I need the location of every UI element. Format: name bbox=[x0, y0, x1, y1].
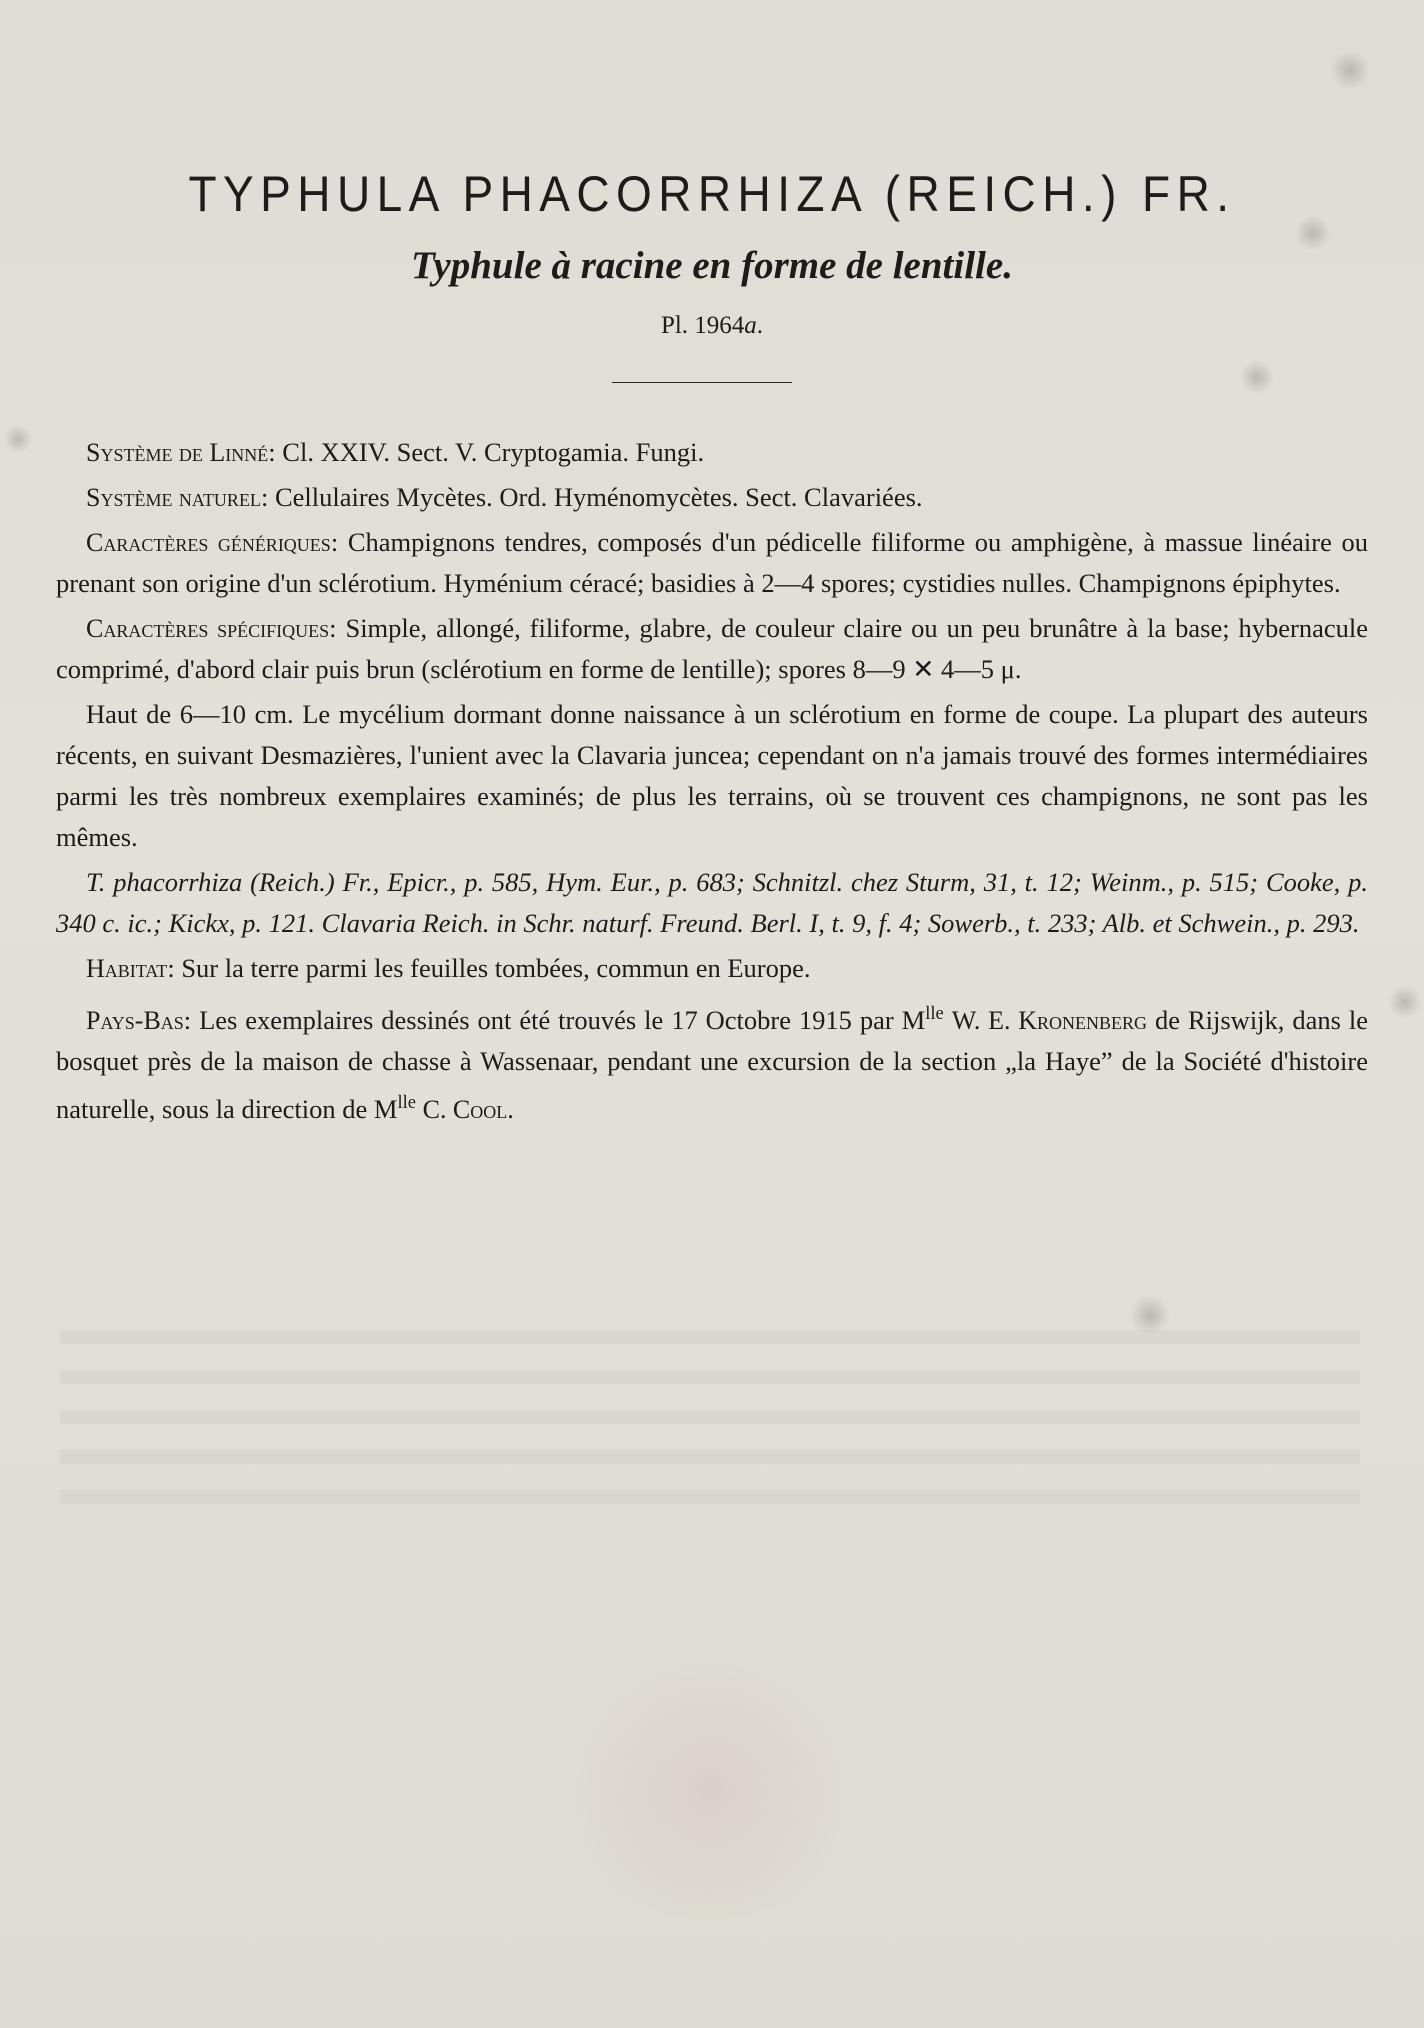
person-name: C. Cool bbox=[422, 1095, 508, 1125]
section-label: Pays-Bas bbox=[86, 1006, 184, 1036]
stain bbox=[560, 1660, 860, 1920]
description-paragraph: Haut de 6—10 cm. Le mycélium dormant donne naissance à un sclérotium en forme de coupe. La plupart des auteurs récents, en suivant Desmazières, l'unient avec la Clavaria juncea; cependant on n'a jamais trouvé des formes intermédiaires parmi les très nombreux exemplaires examinés; de plus les terrains, où se trouvent ces champignons, ne sont pas les mêmes. bbox=[56, 699, 1368, 852]
document-body bbox=[56, 432, 1368, 1134]
references-paragraph: T. phacorrhiza (Reich.) Fr., Epicr., p. 585, Hym. Eur., p. 683; Schnitzl. chez Sturm, 31, t. 12; Weinm., p. 515; Cooke, p. 340 c. ic.; Kickx, p. 121. Clavaria Reich. in Schr. naturf. Freund. Berl. I, t. 9, f. 4; Sowerb., t. 233; Alb. et Schwein., p. 293. bbox=[56, 867, 1368, 938]
section-label: Caractères spécifiques bbox=[86, 614, 330, 643]
section-label: Système de Linné bbox=[86, 438, 269, 467]
caracteres-generiques-paragraph: Caractères génériques: Champignons tendres, composés d'un pédicelle filiforme ou amphigène, à massue linéaire ou prenant son origine d'un sclérotium. Hyménium céracé; basidies à 2—4 spores; cystidies nulles. Champignons épiphytes. bbox=[56, 527, 1368, 598]
section-text: Champignons tendres, composés d'un pédicelle filiforme ou amphigène, à massue linéaire ou prenant son origine d'un sclérotium. Hyménium céracé; basidies à 2—4 spores; cystidies nulles. Champignons épiphytes. bbox=[56, 527, 1368, 598]
plate-reference: Pl. 1964a. bbox=[660, 312, 764, 339]
page-subtitle: Typhule à racine en forme de lentille. bbox=[411, 244, 1013, 287]
page-title: TYPHULA PHACORRHIZA (REICH.) FR. bbox=[188, 166, 1236, 222]
section-label: Système naturel bbox=[86, 483, 261, 512]
foxing-spot bbox=[4, 425, 32, 453]
foxing-spot bbox=[1330, 50, 1370, 90]
pays-bas-paragraph: Pays-Bas: Les exemplaires dessinés ont été trouvés le 17 Octobre 1915 par $M^{lle}$ W. E. Kronenberg de Rijswijk, dans le bosquet près de la maison de chasse à Wassenaar, pendant une excursion de la section „la Haye” de la Société d'histoire naturelle, sous la direction de $M^{lle}$ C. Cool. bbox=[56, 1003, 1369, 1125]
bleed-through-text bbox=[60, 1330, 1360, 1530]
foxing-spot bbox=[1240, 360, 1274, 394]
title-divider bbox=[612, 382, 792, 383]
caracteres-specifiques-paragraph: Caractères spécifiques: Simple, allongé, filiforme, glabre, de couleur claire ou un peu brunâtre à la base; hybernacule comprimé, d'abord clair puis brun (sclérotium en forme de lentille); spores 8—9 ✕ 4—5 μ. bbox=[56, 613, 1368, 684]
section-text: Cl. XXIV. Sect. V. Cryptogamia. Fungi. bbox=[282, 437, 705, 467]
foxing-spot bbox=[1388, 985, 1422, 1019]
person-name: W. E. Kronenberg bbox=[951, 1006, 1148, 1036]
section-text: Simple, allongé, filiforme, glabre, de couleur claire ou un peu brunâtre à la base; hybernacule comprimé, d'abord clair puis brun (sclérotium en forme de lentille); spores 8—9 ✕ 4—5 μ. bbox=[56, 613, 1368, 684]
habitat-paragraph: Habitat: Sur la terre parmi les feuilles tombées, commun en Europe. bbox=[86, 953, 811, 983]
section-label: Habitat bbox=[86, 954, 168, 983]
systeme-naturel-paragraph: Système naturel: Cellulaires Mycètes. Ord. Hyménomycètes. Sect. Clavariées. bbox=[86, 482, 923, 512]
section-text: Cellulaires Mycètes. Ord. Hyménomycètes. Sect. Clavariées. bbox=[274, 482, 923, 512]
section-label: Caractères génériques bbox=[86, 528, 331, 557]
section-text: Sur la terre parmi les feuilles tombées, commun en Europe. bbox=[181, 953, 811, 983]
systeme-linne-paragraph: Système de Linné: Cl. XXIV. Sect. V. Cryptogamia. Fungi. bbox=[86, 437, 705, 467]
foxing-spot bbox=[1130, 1295, 1170, 1335]
